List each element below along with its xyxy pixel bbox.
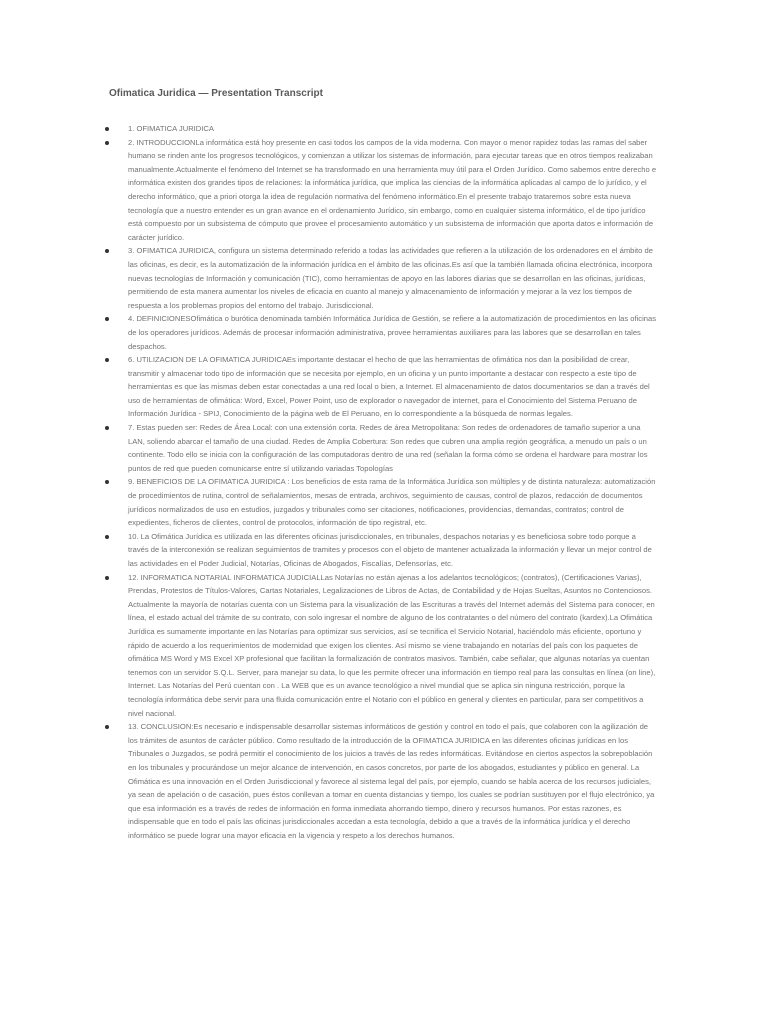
list-item	[100, 720, 658, 842]
list-item-text: 7. Estas pueden ser: Redes de Área Local: con una extensión corta. Redes de área Metropolitana: Son redes de ordenadores de tamaño superior a una LAN, soliendo abarcar el tamaño de una ciudad. Redes de Amplia Cobertura: Son redes que cubren una amplia región geográfica, a menudo un país o un continente. Todo ello se inicia con la configuración de las computadoras dentro de una red (señalan la forma cómo se ordena el hardware para mostrar los puntos de red que pueden comunicarse entre sí utilizando variadas Topologías	[128, 423, 648, 473]
list-item	[100, 312, 658, 353]
list-item	[100, 122, 658, 136]
bullet-icon	[105, 358, 109, 362]
bullet-icon	[105, 127, 109, 131]
list-item-text: 13. CONCLUSION:Es necesario e indispensable desarrollar sistemas informáticos de gestión y control en todo el país, que colaboren con la agilización de los trámites de asuntos de carácter público. Como resultado de la introducción de la OFIMATICA JURIDICA en las diferentes oficinas jurídicas en los Tribunales o Juzgados, se podrá permitir el conocimiento de los juicios a través de las redes informáticas. Evitándose en ciertos aspectos la sobrepoblación en los tribunales y procurándose un mejor alcance de intervención, en casos concretos, por parte de los abogados, estudiantes y público en general. La Ofimática es una innovación en el Orden Jurisdiccional y favorece al sistema legal del país, por ejemplo, cuando se habla acerca de los recursos judiciales, ya sean de apelación o de casación, pues éstos conllevan a tomar en cuenta distancias y tiempo, los cuales se podrían sustituyen por el flujo electrónico, ya que esa información es a través de redes de información en forma inmediata ahorrando tiempo, dinero y recursos humanos. Por estas razones, es indispensable que en todo el país las oficinas jurisdiccionales accedan a esta tecnología, debido a que a través de la informática jurídica y el derecho informático se puede lograr una mayor eficacia en la vigencia y respeto a los derechos humanos.	[128, 722, 655, 840]
bullet-icon	[105, 249, 109, 253]
list-item-text: 9. BENEFICIOS DE LA OFIMATICA JURIDICA : Los beneficios de esta rama de la Informática Jurídica son múltiples y de distinta naturaleza: automatización de procedimientos de rutina, control de señalamientos, mesas de entrada, archivos, seguimiento de causas, control de plazos, redacción de documentos jurídicos normalizados de uso en estudios, juzgados y tribunales como ser citaciones, notificaciones, providencias, demandas, contratos; control de expedientes, ficheros de clientes, control de protocolos, información de tipo registral, etc.	[128, 477, 656, 528]
bullet-icon	[105, 317, 109, 321]
list-item-text: 10. La Ofimática Jurídica es utilizada en las diferentes oficinas jurisdiccionales, en tribunales, despachos notarias y es beneficiosa sobre todo porque a través de la interconexión se realizan seguimientos de tramites y procesos con el objeto de mantener actualizada la información y llevar un mejor control de las actividades en el Poder Judicial, Notarías, Oficinas de Abogados, Fiscalías, Defensorías, etc.	[128, 531, 652, 568]
bullet-icon	[105, 576, 109, 580]
list-item-text: 6. UTILIZACION DE LA OFIMATICA JURIDICAEs importante destacar el hecho de que las herramientas de ofimática nos dan la posibilidad de crear, transmitir y almacenar todo tipo de información que se necesita por ejemplo, en un oficina y un punto importante a destacar con respecto a este tipo de herramientas es que las mismas deben estar conectadas a una red local o bien, a Internet. El almacenamiento de datos documentarios se dan a través del uso de herramientas de ofimática: Word, Excel, Power Point, uso de explorador o navegador de internet, para el Conocimiento del Sistema Peruano de Información Jurídica - SPIJ, Conocimiento de la página web de El Peruano, en lo correspondiente a la búsqueda de normas legales.	[128, 355, 650, 419]
list-item	[100, 244, 658, 312]
list-item	[100, 421, 658, 475]
list-item	[100, 530, 658, 571]
list-item-text: 4. DEFINICIONESOfimática o burótica denominada también Informática Jurídica de Gestión, se refiere a la automatización de procedimientos en las oficinas de los operadores jurídicos. Además de procesar información administrativa, provee herramientas auxiliares para las labores que se desarrollan en tales despachos.	[128, 314, 657, 351]
bullet-icon	[105, 725, 109, 729]
list-item	[100, 136, 658, 245]
list-item	[100, 353, 658, 421]
bullet-icon	[105, 141, 109, 145]
list-item-text: 12. INFORMATICA NOTARIAL INFORMATICA JUDICIALLas Notarías no están ajenas a los adelantos tecnológicos; (contratos), (Certificaciones Varias), Prendas, Protestos de Títulos-Valores, Cartas Notariales, Legalizaciones de Libros de Actas, de Contabilidad y de Hojas Sueltas, Asuntos no Contenciosos. Actualmente la mayoría de notarías cuenta con un Sistema para la visualización de las Escrituras a través del Internet además del Sistema para conocer, en línea, el estado actual del trámite de su contrato, con solo ingresar el nombre de alguno de los contratantes o del número del contrato (kardex).La Ofimática Jurídica es sumamente importante en las Notarías para optimizar sus servicios, así se tecnifica el Servicio Notarial, haciéndolo más eficiente, oportuno y rápido de acuerdo a los requerimientos de modernidad que exigen los clientes. Así mismo se viene trabajando en notarías del país con los paquetes de ofimática MS Word y MS Excel XP profesional que facilitan la formalización de contratos masivos. También, cabe señalar, que algunas notarías ya cuentan tenemos con un servidor S.Q.L. Server, para manejar su data, lo que les permite ofrecer una información en tiempo real para las consultas en línea (on line), Internet. Las Notarías del Perú cuentan con . La WEB que es un avance tecnológico a nivel mundial que se aplica sin ninguna restricción, porque la tecnología informática debe servir para una fluida comunicación entre el Notario con el público en general y clientes en particular, para ser competitivos a nivel nacional.	[128, 572, 656, 718]
transcript-list	[100, 122, 658, 842]
list-item	[100, 571, 658, 721]
page-title: Ofimatica Juridica — Presentation Transcript	[109, 88, 323, 99]
bullet-icon	[105, 426, 109, 430]
bullet-icon	[105, 480, 109, 484]
list-item-text: 1. OFIMATICA JURIDICA	[128, 124, 214, 133]
list-item	[100, 475, 658, 529]
list-item-text: 2. INTRODUCCIONLa informática está hoy presente en casi todos los campos de la vida moderna. Con mayor o menor rapidez todas las ramas del saber humano se rinden ante los progresos tecnológicos, y comienzan a utilizar los sistemas de información, para ejecutar tareas que en otros tiempos realizaban manualmente.Actualmente el fenómeno del Internet se ha transformado en una herramienta muy útil para el Orden Jurídico. Como sabemos entre derecho e informática existen dos grandes tipos de relaciones: la informática jurídica, que implica las ciencias de la informática aplicadas al campo de lo jurídico, y el derecho informático, que a priori otorga la idea de regulación normativa del fenómeno informático.En el presente trabajo trataremos sobre esta nueva tecnología que a nuestro entender es un gran avance en el ordenamiento Jurídico, sin embargo, como en cualquier sistema informático, el de tipo jurídico está compuesto por un subsistema de cómputo que provee el procesamiento automático y un subsistema de información que aporta datos e información de carácter jurídico.	[128, 137, 657, 242]
list-item-text: 3. OFIMATICA JURIDICA, configura un sistema determinado referido a todas las actividades que refieren a la utilización de los ordenadores en el ámbito de las oficinas, es decir, es la automatización de la información jurídica en el ámbito de las oficinas.Es así que la también llamada oficina electrónica, incorpora nuevas tecnologías de Información y comunicación (TIC), como herramientas de apoyo en las labores diarias que se desarrollan en las oficinas, jurídicas, permitiendo de esta manera aumentar los niveles de eficacia en cuanto al manejo y almacenamiento de información y mejorar a la vez los tiempos de respuesta a los problemas propios del entorno del trabajo. Jurisdiccional.	[128, 246, 653, 310]
bullet-icon	[105, 535, 109, 539]
